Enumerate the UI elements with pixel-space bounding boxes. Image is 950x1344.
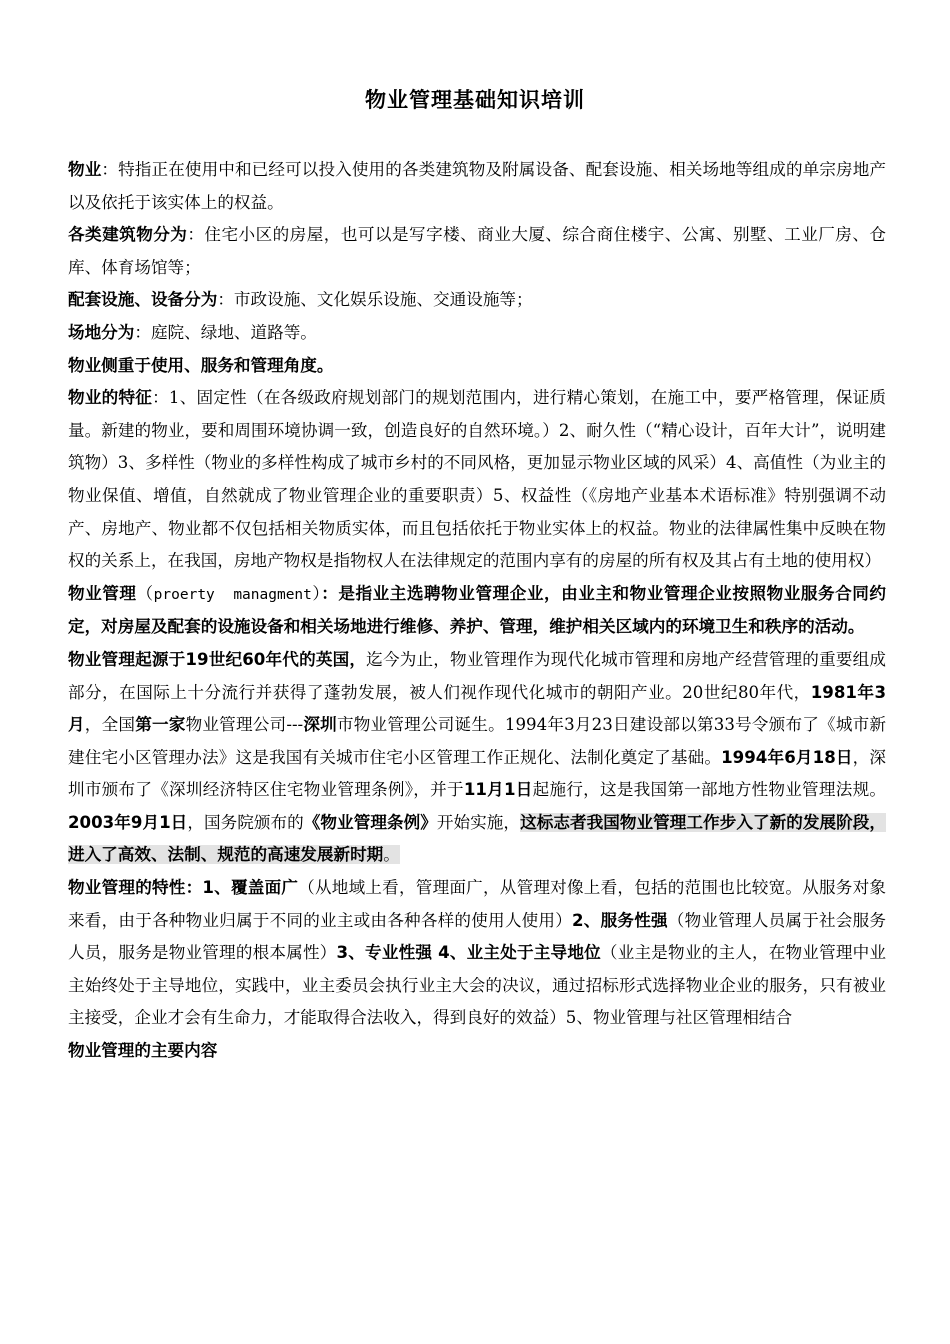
section-heading: 物业管理的主要内容 — [68, 1041, 218, 1061]
paragraph-text: 市物业管理公司诞生。1994年3月23日建设部以第33号令颁布了《城市新建住宅小区管理办法》这是我国有关城市住宅小区管理工作正规化、法制化奠定了基础。 — [68, 715, 887, 767]
paragraph-history — [68, 644, 886, 872]
bold-date: 1994年6月18日 — [721, 747, 853, 767]
term-label: 物业管理的特性：1、覆盖面广 — [68, 878, 299, 898]
term-label: 物业管理 — [68, 583, 137, 603]
bold-date: 11月1日 — [463, 780, 533, 800]
paren-open: （ — [136, 583, 154, 603]
paragraph-text: ：市政设施、文化娱乐设施、交通设施等； — [217, 290, 533, 310]
bold-text: 深圳 — [303, 715, 337, 735]
paragraph-text: 起施行，这是我国第一部地方性物业管理法规。 — [532, 780, 887, 800]
bold-date: 1981年3月 — [68, 682, 886, 735]
paragraph-text: ，全国 — [84, 715, 136, 735]
paragraph-management-features — [68, 872, 886, 1035]
term-label: 物业侧重于使用、服务和管理角度。 — [68, 355, 334, 375]
paragraph-text: 物业管理公司--- — [185, 715, 304, 735]
paragraph-building-types — [68, 219, 886, 284]
term-label: 场地分为 — [68, 322, 135, 342]
paragraph-text: （业主是物业的主人，在物业管理中业主始终处于主导地位，实践中，业主委员会执行业主大会的决议，通过招标形式选择物业企业的服务，只有被业主接受，企业才会有生命力，才能取得合法收入，得到良好的效益）5、物业管理与社区管理相结合 — [68, 943, 887, 1028]
document-title: 物业管理基础知识培训 — [365, 88, 585, 112]
document-body — [68, 154, 886, 1068]
paragraph-text: ，国务院颁布的 — [187, 812, 304, 832]
paragraph-text: ：住宅小区的房屋，也可以是写字楼、商业大厦、综合商住楼宇、公寓、别墅、工业厂房、仓库、体育场馆等； — [68, 225, 886, 277]
bold-text: 《物业管理条例》 — [303, 812, 437, 832]
bold-text: 3、专业性强 4、业主处于主导地位 — [336, 943, 601, 963]
term-label: 物业 — [68, 160, 102, 179]
paragraph-text: 迄今为止，物业管理作为现代化城市管理和房地产经营管理的重要组成部分，在国际上十分流行并获得了蓬勃发展，被人们视作现代化城市的朝阳产业。20世纪80年代， — [68, 649, 887, 702]
paragraph-text: ：庭院、绿地、道路等。 — [134, 322, 317, 342]
paragraph-sites — [68, 317, 886, 350]
paragraph-facilities — [68, 284, 886, 317]
bold-date: 2003年9月1日 — [68, 812, 188, 832]
english-term: proerty managment — [153, 586, 312, 603]
bold-text: 第一家 — [135, 715, 186, 735]
term-label: 物业的特征 — [68, 388, 153, 408]
highlighted-end: 。 — [383, 845, 400, 865]
paragraph-text: ：1、固定性（在各级政府规划部门的规划范围内，进行精心策划，在施工中，要严格管理，保证质量。新建的物业，要和周围环境协调一致，创造良好的自然环境。）2、耐久性（“精心设计，百年大计”，说明建筑物）3、多样性（物业的多样性构成了城市乡村的不同风格，更加显示物业区域的风采）4、高值性（为业主的物业保值、增值，自然就成了物业管理企业的重要职责）5、权益性（《房地产业基本术语标准》特别强调不动产、房地产、物业都不仅包括相关物质实体，而且包括依托于物业实体上的权益。物业的法律属性集中反映在物权的关系上，在我国，房地产物权是指物权人在法律规定的范围内享有的房屋的所有权及其占有土地的使用权） — [68, 388, 886, 571]
paragraph-text: ，深圳市颁布了《深圳经济特区住宅物业管理条例》，并于 — [68, 747, 887, 800]
paragraph-text: ：特指正在使用中和已经可以投入使用的各类建筑物及附属设备、配套设施、相关场地等组成的单宗房地产以及依托于该实体上的权益。 — [68, 160, 887, 212]
paragraph-characteristics — [68, 382, 886, 578]
term-label: 物业管理起源于19世纪60年代的英国， — [68, 649, 367, 669]
paragraph-management-definition — [68, 578, 886, 644]
paragraph-text: （物业管理人员属于社会服务人员，服务是物业管理的根本属性） — [68, 910, 887, 963]
term-label: 配套设施、设备分为 — [68, 290, 218, 310]
paragraph-text: 开始实施， — [436, 812, 521, 832]
bold-text: 2、服务性强 — [572, 910, 668, 930]
paragraph-property-definition — [68, 154, 886, 219]
term-label: 各类建筑物分为 — [68, 225, 188, 245]
paragraph-focus — [68, 350, 886, 383]
highlighted-text: 这标志者我国物业管理工作步入了新的发展阶段，进入了高效、法制、规范的高速发展新时期 — [68, 812, 887, 865]
paragraph-text: （从地域上看，管理面广，从管理对像上看，包括的范围也比较宽。从服务对象来看，由于各种物业归属于不同的业主或由各种各样的使用人使用） — [68, 878, 887, 930]
paragraph-text: ：是指业主选聘物业管理企业，由业主和物业管理企业按照物业服务合同约定，对房屋及配套的设施设备和相关场地进行维修、养护、管理，维护相关区域内的环境卫生和秩序的活动。 — [68, 583, 887, 637]
paragraph-main-content-heading — [68, 1035, 886, 1068]
paren-close: ） — [311, 583, 322, 603]
